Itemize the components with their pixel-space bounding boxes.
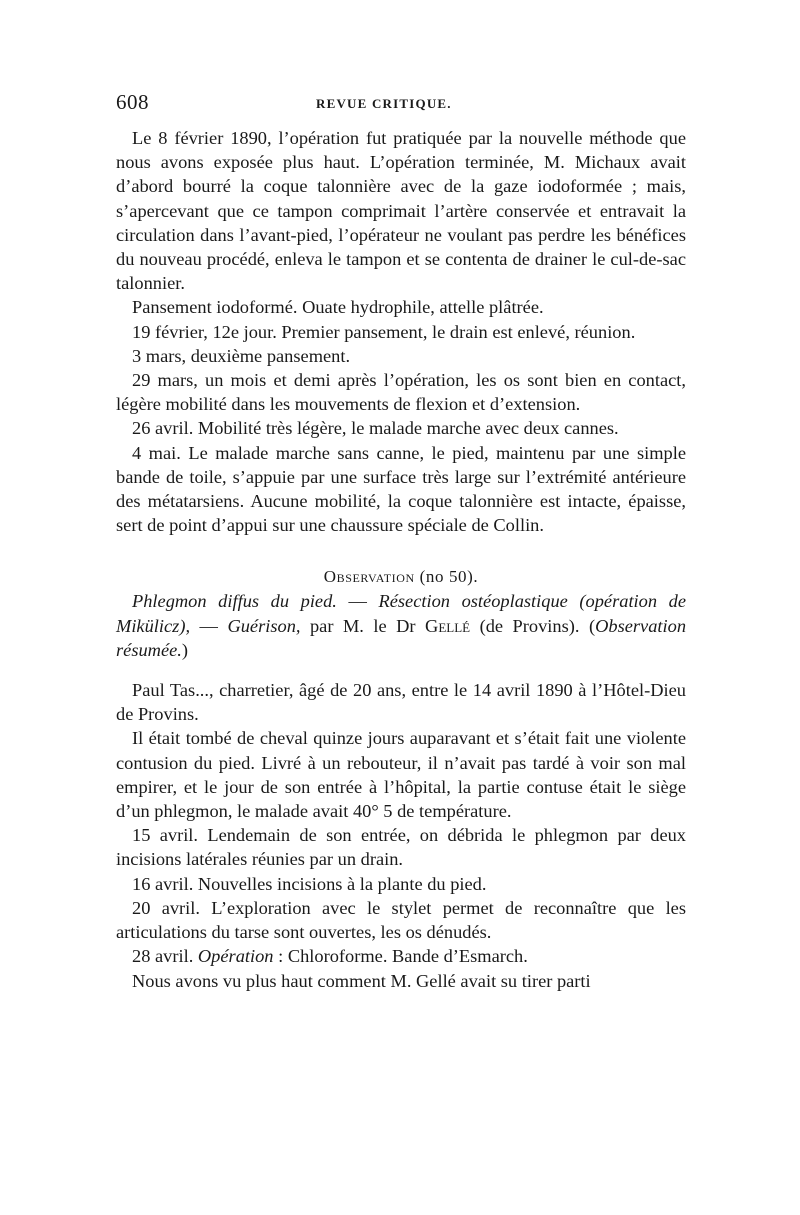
paragraph: Pansement iodoformé. Ouate hydrophile, attelle plâtrée. xyxy=(132,297,544,318)
summary-dash: — xyxy=(190,615,228,636)
paragraph: 29 mars, un mois et demi après l’opération, les os sont bien en contact, légère mobilité dans les mouvements de flexion et d’extension. xyxy=(116,370,686,415)
operation-date: 28 avril. xyxy=(132,946,194,967)
observation-summary xyxy=(116,589,686,662)
observation-heading xyxy=(116,565,686,589)
running-head: REVUE CRITIQUE. xyxy=(316,96,452,111)
summary-resection: Résection ostéoplastique (opération de Mikülicz), xyxy=(116,591,687,636)
paragraph: 19 février, 12e jour. Premier pansement, le drain est enlevé, réunion. xyxy=(132,321,636,342)
summary-observation-resumee: Observation résumée. xyxy=(116,615,687,660)
observation-heading-word: Observation xyxy=(323,567,415,587)
paragraph: 26 avril. Mobilité très légère, le malade marche avec deux cannes. xyxy=(132,418,619,439)
paragraph: 3 mars, deuxième pansement. xyxy=(132,345,351,366)
summary-par: par M. le Dr xyxy=(300,615,426,636)
summary-author: Gellé xyxy=(425,615,471,636)
paragraph: Nous avons vu plus haut comment M. Gellé avait su tirer parti xyxy=(132,970,591,991)
summary-dash: — xyxy=(336,591,379,612)
operation-paragraph xyxy=(116,944,686,968)
page-number: 608 xyxy=(116,90,149,114)
summary-provins: (de Provins). ( xyxy=(470,615,596,636)
summary-close: ) xyxy=(181,639,189,660)
page xyxy=(116,90,686,993)
operation-rest: : Chloroforme. Bande d’Esmarch. xyxy=(273,946,528,967)
summary-guerison: Guérison, xyxy=(227,615,301,636)
paragraph: 15 avril. Lendemain de son entrée, on débrida le phlegmon par deux incisions latérales réunies par un drain. xyxy=(116,825,686,870)
observation-body xyxy=(116,678,686,993)
paragraph: Il était tombé de cheval quinze jours auparavant et s’était fait une violente contusion du pied. Livré à un rebouteur, il n’avait pas tardé à voir son mal empirer, et le jour de son entrée à l’hôpital, la partie contuse était le siège d’un phlegmon, le malade avait 40° 5 de température. xyxy=(116,728,686,822)
operation-label: Opération xyxy=(197,946,274,967)
paragraph: Le 8 février 1890, l’opération fut pratiquée par la nouvelle méthode que nous avons exposée plus haut. L’opération terminée, M. Michaux avait d’abord bourré la coque talonnière avec de la gaze iodoformée ; mais, s’apercevant que ce tampon comprimait l’artère conservée et entravait la circulation dans l’avant-pied, l’opérateur ne voulant pas perdre les bénéfices du nouveau procédé, enleva le tampon et se contenta de drainer le cul-de-sac talonnier. xyxy=(116,128,686,294)
paragraph: 20 avril. L’exploration avec le stylet permet de reconnaître que les articulations du tarse sont ouvertes, les os dénudés. xyxy=(116,897,686,943)
observation-heading-number: (no 50). xyxy=(419,567,479,587)
case-continuation xyxy=(116,126,686,537)
paragraph: 16 avril. Nouvelles incisions à la plante du pied. xyxy=(132,873,487,894)
section-spacer xyxy=(116,662,686,678)
summary-phlegmon: Phlegmon diffus du pied. xyxy=(132,591,337,612)
paragraph: Paul Tas..., charretier, âgé de 20 ans, entre le 14 avril 1890 à l’Hôtel-Dieu de Provins. xyxy=(116,680,686,725)
paragraph: 4 mai. Le malade marche sans canne, le pied, maintenu par une simple bande de toile, s’appuie par une surface très large sur l’extrémité antérieure des métatarsiens. Aucune mobilité, la coque talonnière est intacte, épaisse, sert de point d’appui sur une chaussure spéciale de Collin. xyxy=(116,442,686,536)
section-spacer xyxy=(116,537,686,565)
page-header xyxy=(116,90,686,116)
